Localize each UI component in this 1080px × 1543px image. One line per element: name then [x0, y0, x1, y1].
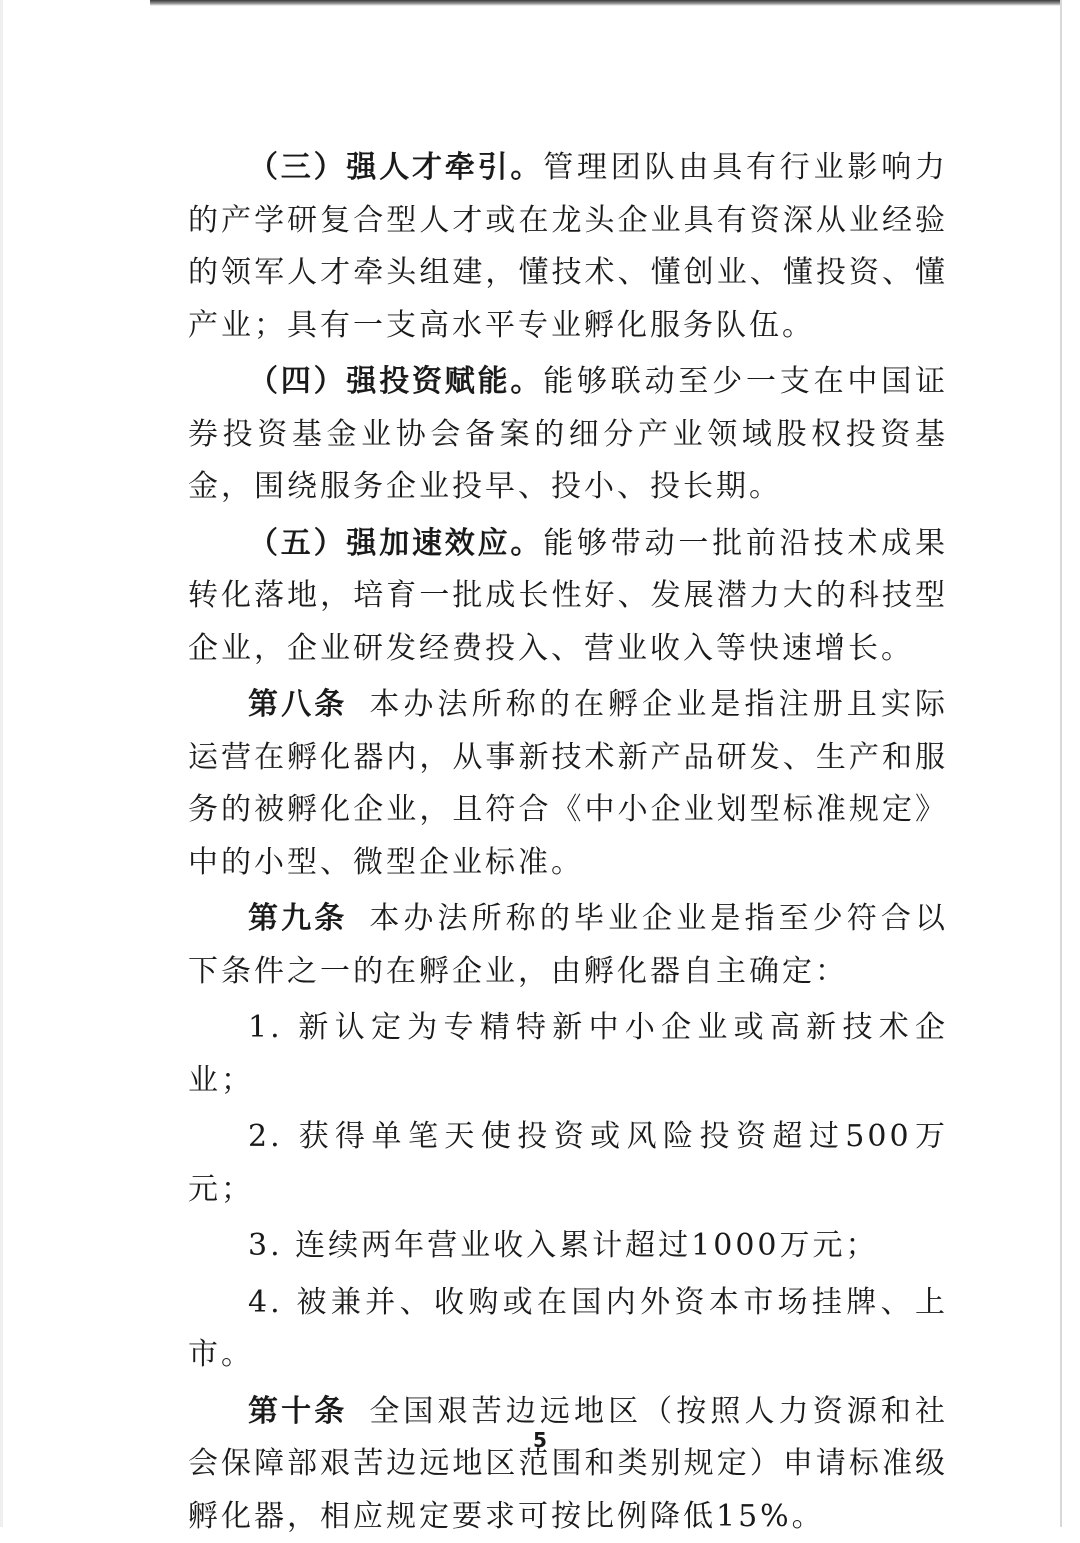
article-label: 第十条	[248, 1394, 347, 1429]
clause-text: 能够联动至少一支在中国证券投资基金业协会备案的细分产业领域股权投资基金，围绕服务企业投早、投小、投长期。	[188, 364, 948, 504]
clause-lead: （三）强人才牵引。	[248, 150, 543, 185]
clause-lead: （四）强投资赋能。	[248, 364, 543, 399]
condition-item-1: 1. 新认定为专精特新中小企业或高新技术企业；	[188, 1002, 948, 1107]
article-text: 全国艰苦边远地区（按照人力资源和社会保障部艰苦边远地区范围和类别规定）申请标准级孵化器，相应规定要求可按比例降低15%。	[188, 1394, 948, 1534]
scan-edge-left	[0, 0, 3, 1527]
page-number: 5	[0, 1428, 1080, 1452]
document-body	[188, 142, 948, 1543]
clause-text: 管理团队由具有行业影响力的产学研复合型人才或在龙头企业具有资深从业经验的领军人才牵头组建，懂技术、懂创业、懂投资、懂产业；具有一支高水平专业孵化服务队伍。	[188, 150, 948, 343]
article-eight	[188, 679, 948, 889]
clause-lead: （五）强加速效应。	[248, 526, 543, 561]
clause-four	[188, 356, 948, 514]
article-label: 第九条	[248, 901, 347, 936]
article-label: 第八条	[248, 687, 347, 722]
clause-three	[188, 142, 948, 352]
condition-item-2: 2. 获得单笔天使投资或风险投资超过500万元；	[188, 1111, 948, 1216]
article-nine	[188, 893, 948, 998]
article-text: 本办法所称的毕业企业是指至少符合以下条件之一的在孵企业，由孵化器自主确定：	[188, 901, 948, 989]
condition-item-4: 4. 被兼并、收购或在国内外资本市场挂牌、上市。	[188, 1277, 948, 1382]
clause-text: 能够带动一批前沿技术成果转化落地，培育一批成长性好、发展潜力大的科技型企业，企业研发经费投入、营业收入等快速增长。	[188, 526, 948, 666]
article-text: 本办法所称的在孵企业是指注册且实际运营在孵化器内，从事新技术新产品研发、生产和服务的被孵化企业，且符合《中小企业划型标准规定》中的小型、微型企业标准。	[188, 687, 948, 880]
scan-edge-top	[150, 0, 1060, 6]
scan-edge-right	[1060, 0, 1062, 1527]
clause-five	[188, 518, 948, 676]
condition-item-3: 3. 连续两年营业收入累计超过1000万元；	[188, 1220, 948, 1273]
article-ten	[188, 1386, 948, 1543]
